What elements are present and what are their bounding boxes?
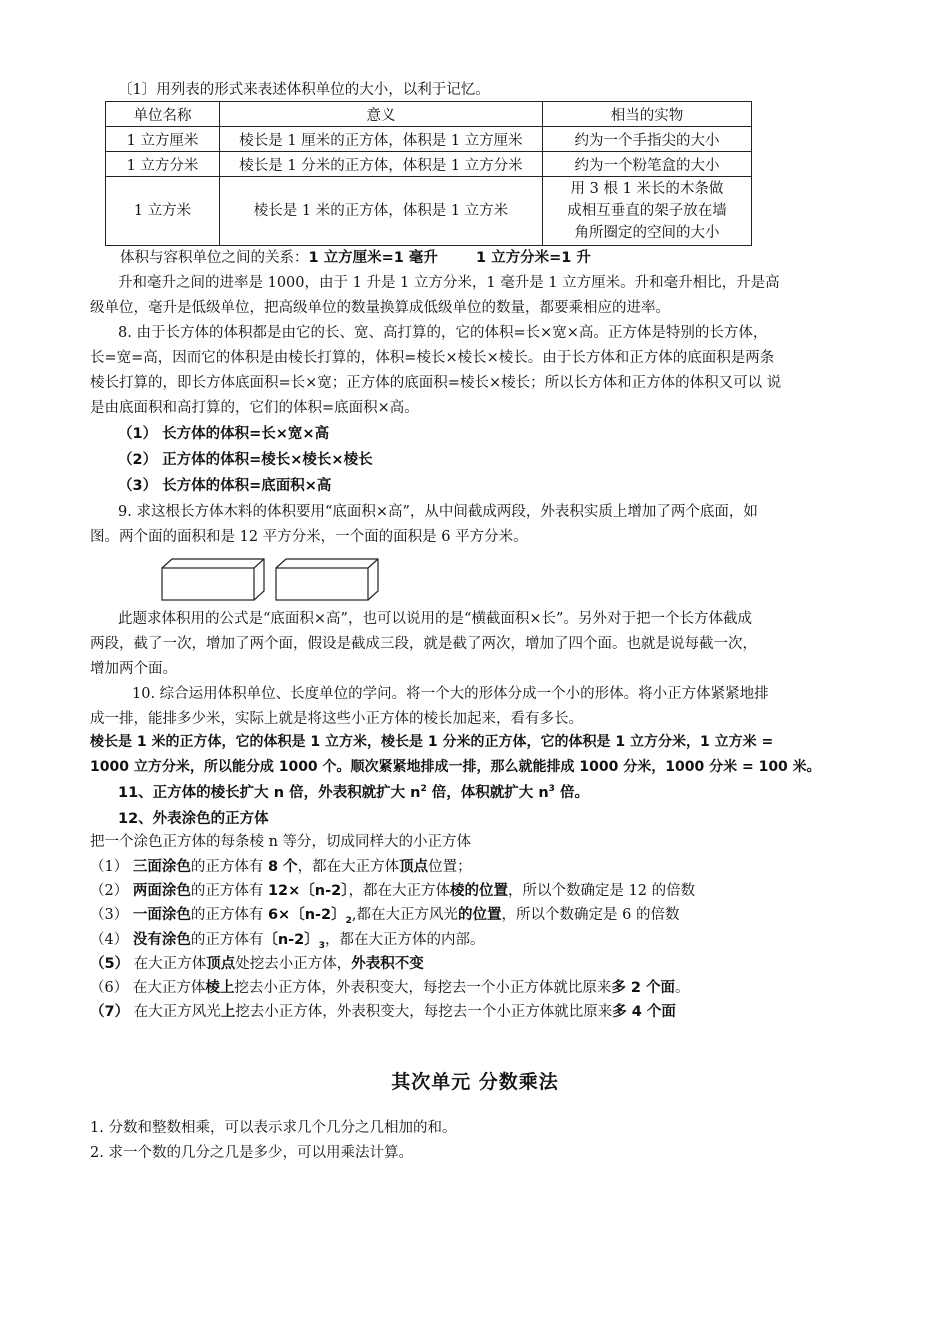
list-item: （2） 两面涂色的正方体有 12×〔n-2〕，都在大正方体棱的位置，所以个数确定是 12 的倍数 [90,883,696,899]
relation-prefix: 体积与容积单位之间的关系： [120,250,309,266]
para-12-desc: 把一个涂色正方体的每条棱 n 等分，切成同样大的小正方体 [90,834,472,850]
cuboid-right [276,559,378,600]
para-9b-line: 两段，截了一次，增加了两个面，假设是截成三段，就是截了两次，增加了四个面。也就是说每截一次， [90,636,757,652]
list-item: （7） 在大正方风光上挖去小正方体，外表积变大，每挖去一个小正方体就比原来多 4 个面 [90,1004,676,1020]
table-header-object: 相当的实物 [543,102,752,127]
list-item: （4） 没有涂色的正方体有〔n-2〕$_3$，都在大正方体的内部。 [90,932,485,951]
para-10-line: 成一排，能排多少米，实际上就是将这些小正方体的棱长加起来，看有多长。 [90,711,583,727]
volume-unit-table [105,101,752,246]
object-line: 用 3 根 1 米长的木条做 [570,181,724,197]
object-line: 成相互垂直的架子放在墙 [567,203,727,219]
liter-line: 升和毫升之间的进率是 1000，由于 1 升是 1 立方分米，1 毫升是 1 立方厘米。升和毫升相比，升是高 [118,275,780,291]
unit-2-title: 其次单元 分数乘法 [391,1071,559,1093]
para-10-line: 10. 综合运用体积单位、长度单位的学问。将一个大的形体分成一个小的形体。将小正方体紧紧地排 [132,686,769,702]
table-row [106,177,752,246]
p11-sup-3: 3 [548,784,555,795]
para-9b-line: 增加两个面。 [90,661,177,677]
para-9-line: 图。两个面的面积和是 12 平方分米，一个面的面积是 6 平方分米。 [90,529,528,545]
para-9-line: 9. 求这根长方体木料的体积要用“底面积×高”，从中间截成两段，外表积实质上增加了两个底面，如 [118,504,758,520]
table-cell-meaning: 棱长是 1 米的正方体，体积是 1 立方米 [220,177,543,246]
p11-c: 倍。 [554,785,589,801]
para-10b-line: 棱长是 1 米的正方体，它的体积是 1 立方米，棱长是 1 分米的正方体，它的体积是 1 立方分米，1 立方米 = [90,734,774,750]
table-row [106,127,752,152]
cuboid-figure [158,556,388,604]
para-10b-line: 1000 立方分米，所以能分成 1000 个。顺次紧紧地排成一排，那么就能排成 1000 分米，1000 分米 = 100 米。 [90,759,821,775]
cuboid-left [162,559,264,600]
relation-ml: 1 立方厘米=1 毫升 [308,250,438,266]
formula-cuboid: （1） 长方体的体积=长×宽×高 [118,426,330,442]
p11-b: 倍，体积就扩大 n [426,785,549,801]
table-cell-meaning: 棱长是 1 厘米的正方体，体积是 1 立方厘米 [220,127,543,152]
para-8-line: 棱长打算的，即长方体底面积=长×宽；正方体的底面积=棱长×棱长；所以长方体和正方体的体积又可以 说 [90,375,782,391]
liter-line: 级单位，毫升是低级单位，把高级单位的数量换算成低级单位的数量，都要乘相应的进率。 [90,300,670,316]
formula-base-area: （3） 长方体的体积=底面积×高 [118,478,332,494]
table-header-meaning: 意义 [220,102,543,127]
table-cell-unit: 1 立方米 [106,177,220,246]
para-12-title: 12、外表涂色的正方体 [118,811,269,827]
para-8-line: 长=宽=高，因而它的体积是由棱长打算的，体积=棱长×棱长×棱长。由于长方体和正方体的底面积是两条 [90,350,775,366]
table-cell-unit: 1 立方厘米 [106,127,220,152]
p11-sup-2: 2 [420,784,427,795]
table-row [106,152,752,177]
table-cell-meaning: 棱长是 1 分米的正方体，体积是 1 立方分米 [220,152,543,177]
p11-a: 11、正方体的棱长扩大 n 倍，外表积就扩大 n [118,785,421,801]
list-item: （1） 三面涂色的正方体有 8 个，都在大正方体顶点位置； [90,859,472,875]
para-9b-line: 此题求体积用的公式是“底面积×高”，也可以说用的是“横截面积×长”。另外对于把一个长方体截成 [118,611,752,627]
para-8-line: 是由底面积和高打算的，它们的体积=底面积×高。 [90,400,419,416]
list-item: （3） 一面涂色的正方体有 6×〔n-2〕$_2$,都在大正方风光的位置，所以个数确定是 6 的倍数 [90,907,680,926]
intro-text: 〔1〕用列表的形式来表述体积单位的大小，以利于记忆。 [118,82,490,98]
unit-2-item: 1. 分数和整数相乘，可以表示求几个几分之几相加的和。 [90,1120,457,1136]
unit-2-item: 2. 求一个数的几分之几是多少，可以用乘法计算。 [90,1145,413,1161]
table-header-unit: 单位名称 [106,102,220,127]
relation-l: 1 立方分米=1 升 [475,250,591,266]
object-line: 角所圈定的空间的大小 [574,225,720,241]
list-item: （5） 在大正方体顶点处挖去小正方体，外表积不变 [90,956,424,972]
para-11 [118,781,589,802]
table-cell-object: 约为一个手指尖的大小 [543,127,752,152]
table-cell-unit: 1 立方分米 [106,152,220,177]
formula-cube: （2） 正方体的体积=棱长×棱长×棱长 [118,452,373,468]
list-item: （6） 在大正方体棱上挖去小正方体，外表积变大，每挖去一个小正方体就比原来多 2 个面。 [90,980,690,996]
table-cell-object: 约为一个粉笔盒的大小 [543,152,752,177]
table-cell-object [543,177,752,246]
para-8-line: 8. 由于长方体的体积都是由它的长、宽、高打算的，它的体积=长×宽×高。正方体是特别的长方体， [118,325,768,341]
relation-line [120,246,591,267]
